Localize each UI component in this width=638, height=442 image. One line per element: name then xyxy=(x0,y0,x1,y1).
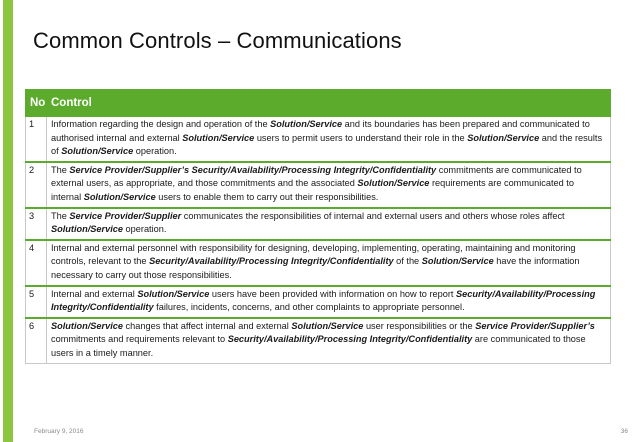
control-text: and the results of xyxy=(51,132,603,157)
control-text: and its boundaries has been prepared and communicated to authorised internal and external xyxy=(51,119,590,143)
control-text: operation. xyxy=(133,146,177,157)
control-term: Solution/Service xyxy=(291,320,364,331)
control-text: users to permit users to understand their role in the xyxy=(254,132,468,143)
table-row xyxy=(26,286,611,318)
control-number: 3 xyxy=(26,208,47,240)
table-row xyxy=(26,240,611,286)
control-number: 1 xyxy=(26,116,47,162)
control-term: Solution/Service xyxy=(421,256,494,267)
slide-title: Common Controls – Communications xyxy=(33,28,402,53)
control-text: requirements are communicated to internal xyxy=(51,178,574,202)
table-row xyxy=(26,116,611,162)
control-description xyxy=(47,318,611,363)
control-description xyxy=(47,240,611,286)
control-term: Solution/Service xyxy=(83,191,156,202)
table-row xyxy=(26,162,611,208)
control-term: Security/Availability/Processing Integrity/Confidentiality xyxy=(227,334,473,345)
table-header-row xyxy=(26,90,611,117)
control-text: Information regarding the design and operation of the xyxy=(51,119,271,129)
control-number: 6 xyxy=(26,318,47,363)
control-text: The xyxy=(51,210,70,221)
control-term: Solution/Service xyxy=(467,132,540,143)
control-text: operation. xyxy=(123,224,167,235)
header-control: Control xyxy=(47,90,611,117)
control-term: Security/Availability/Processing Integrity/Confidentiality xyxy=(51,288,596,313)
control-term: Solution/Service xyxy=(182,132,255,143)
control-term: Solution/Service xyxy=(51,320,123,331)
control-description xyxy=(47,116,611,162)
accent-bar xyxy=(3,0,13,442)
control-description xyxy=(47,286,611,318)
control-term: Solution/Service xyxy=(137,288,210,299)
table-body xyxy=(26,116,611,363)
control-number: 2 xyxy=(26,162,47,208)
control-text: users to enable them to carry out their responsibilities. xyxy=(155,191,379,202)
control-term: Solution/Service xyxy=(357,178,430,189)
control-text: Internal and external xyxy=(51,288,138,299)
control-text: commitments are communicated to external users, as appropriate, and those commitments and the associated xyxy=(51,164,582,189)
control-term: Service Provider/Supplier xyxy=(69,210,182,221)
control-text: users have been provided with information on how to report xyxy=(209,288,456,299)
control-text: changes that affect internal and external xyxy=(123,320,292,331)
control-term: Service Provider/Supplier’s Security/Availability/Processing Integrity/Confidentiality xyxy=(69,164,437,175)
control-text: are communicated to those users in a timely manner. xyxy=(51,334,586,358)
header-no: No xyxy=(26,90,47,117)
control-term: Solution/Service xyxy=(61,146,134,157)
controls-table xyxy=(25,89,611,364)
control-text: failures, incidents, concerns, and other complaints to appropriate personnel. xyxy=(153,302,465,313)
control-text: user responsibilities or the xyxy=(363,320,476,331)
control-term: Service Provider/Supplier’s xyxy=(475,320,595,331)
table-row xyxy=(26,208,611,240)
page-number: 36 xyxy=(620,428,628,435)
control-text: have the information necessary to carry out those responsibilities. xyxy=(51,256,580,280)
control-term: Security/Availability/Processing Integrity/Confidentiality xyxy=(149,256,394,267)
control-text: Internal and external personnel with responsibility for designing, developing, implementing, operating, maintaining and monitoring controls, relevant to the xyxy=(51,242,576,267)
control-number: 5 xyxy=(26,286,47,318)
table-row xyxy=(26,318,611,363)
control-term: Solution/Service xyxy=(51,224,123,235)
control-term: Solution/Service xyxy=(270,119,343,129)
control-description xyxy=(47,162,611,208)
footer-date: February 9, 2016 xyxy=(34,428,84,435)
control-text: of the xyxy=(393,256,422,267)
control-text: commitments and requirements relevant to xyxy=(51,334,228,345)
control-number: 4 xyxy=(26,240,47,286)
control-text: communicates the responsibilities of internal and external users and others whose roles affect xyxy=(181,210,565,221)
control-text: The xyxy=(51,164,70,175)
control-description xyxy=(47,208,611,240)
